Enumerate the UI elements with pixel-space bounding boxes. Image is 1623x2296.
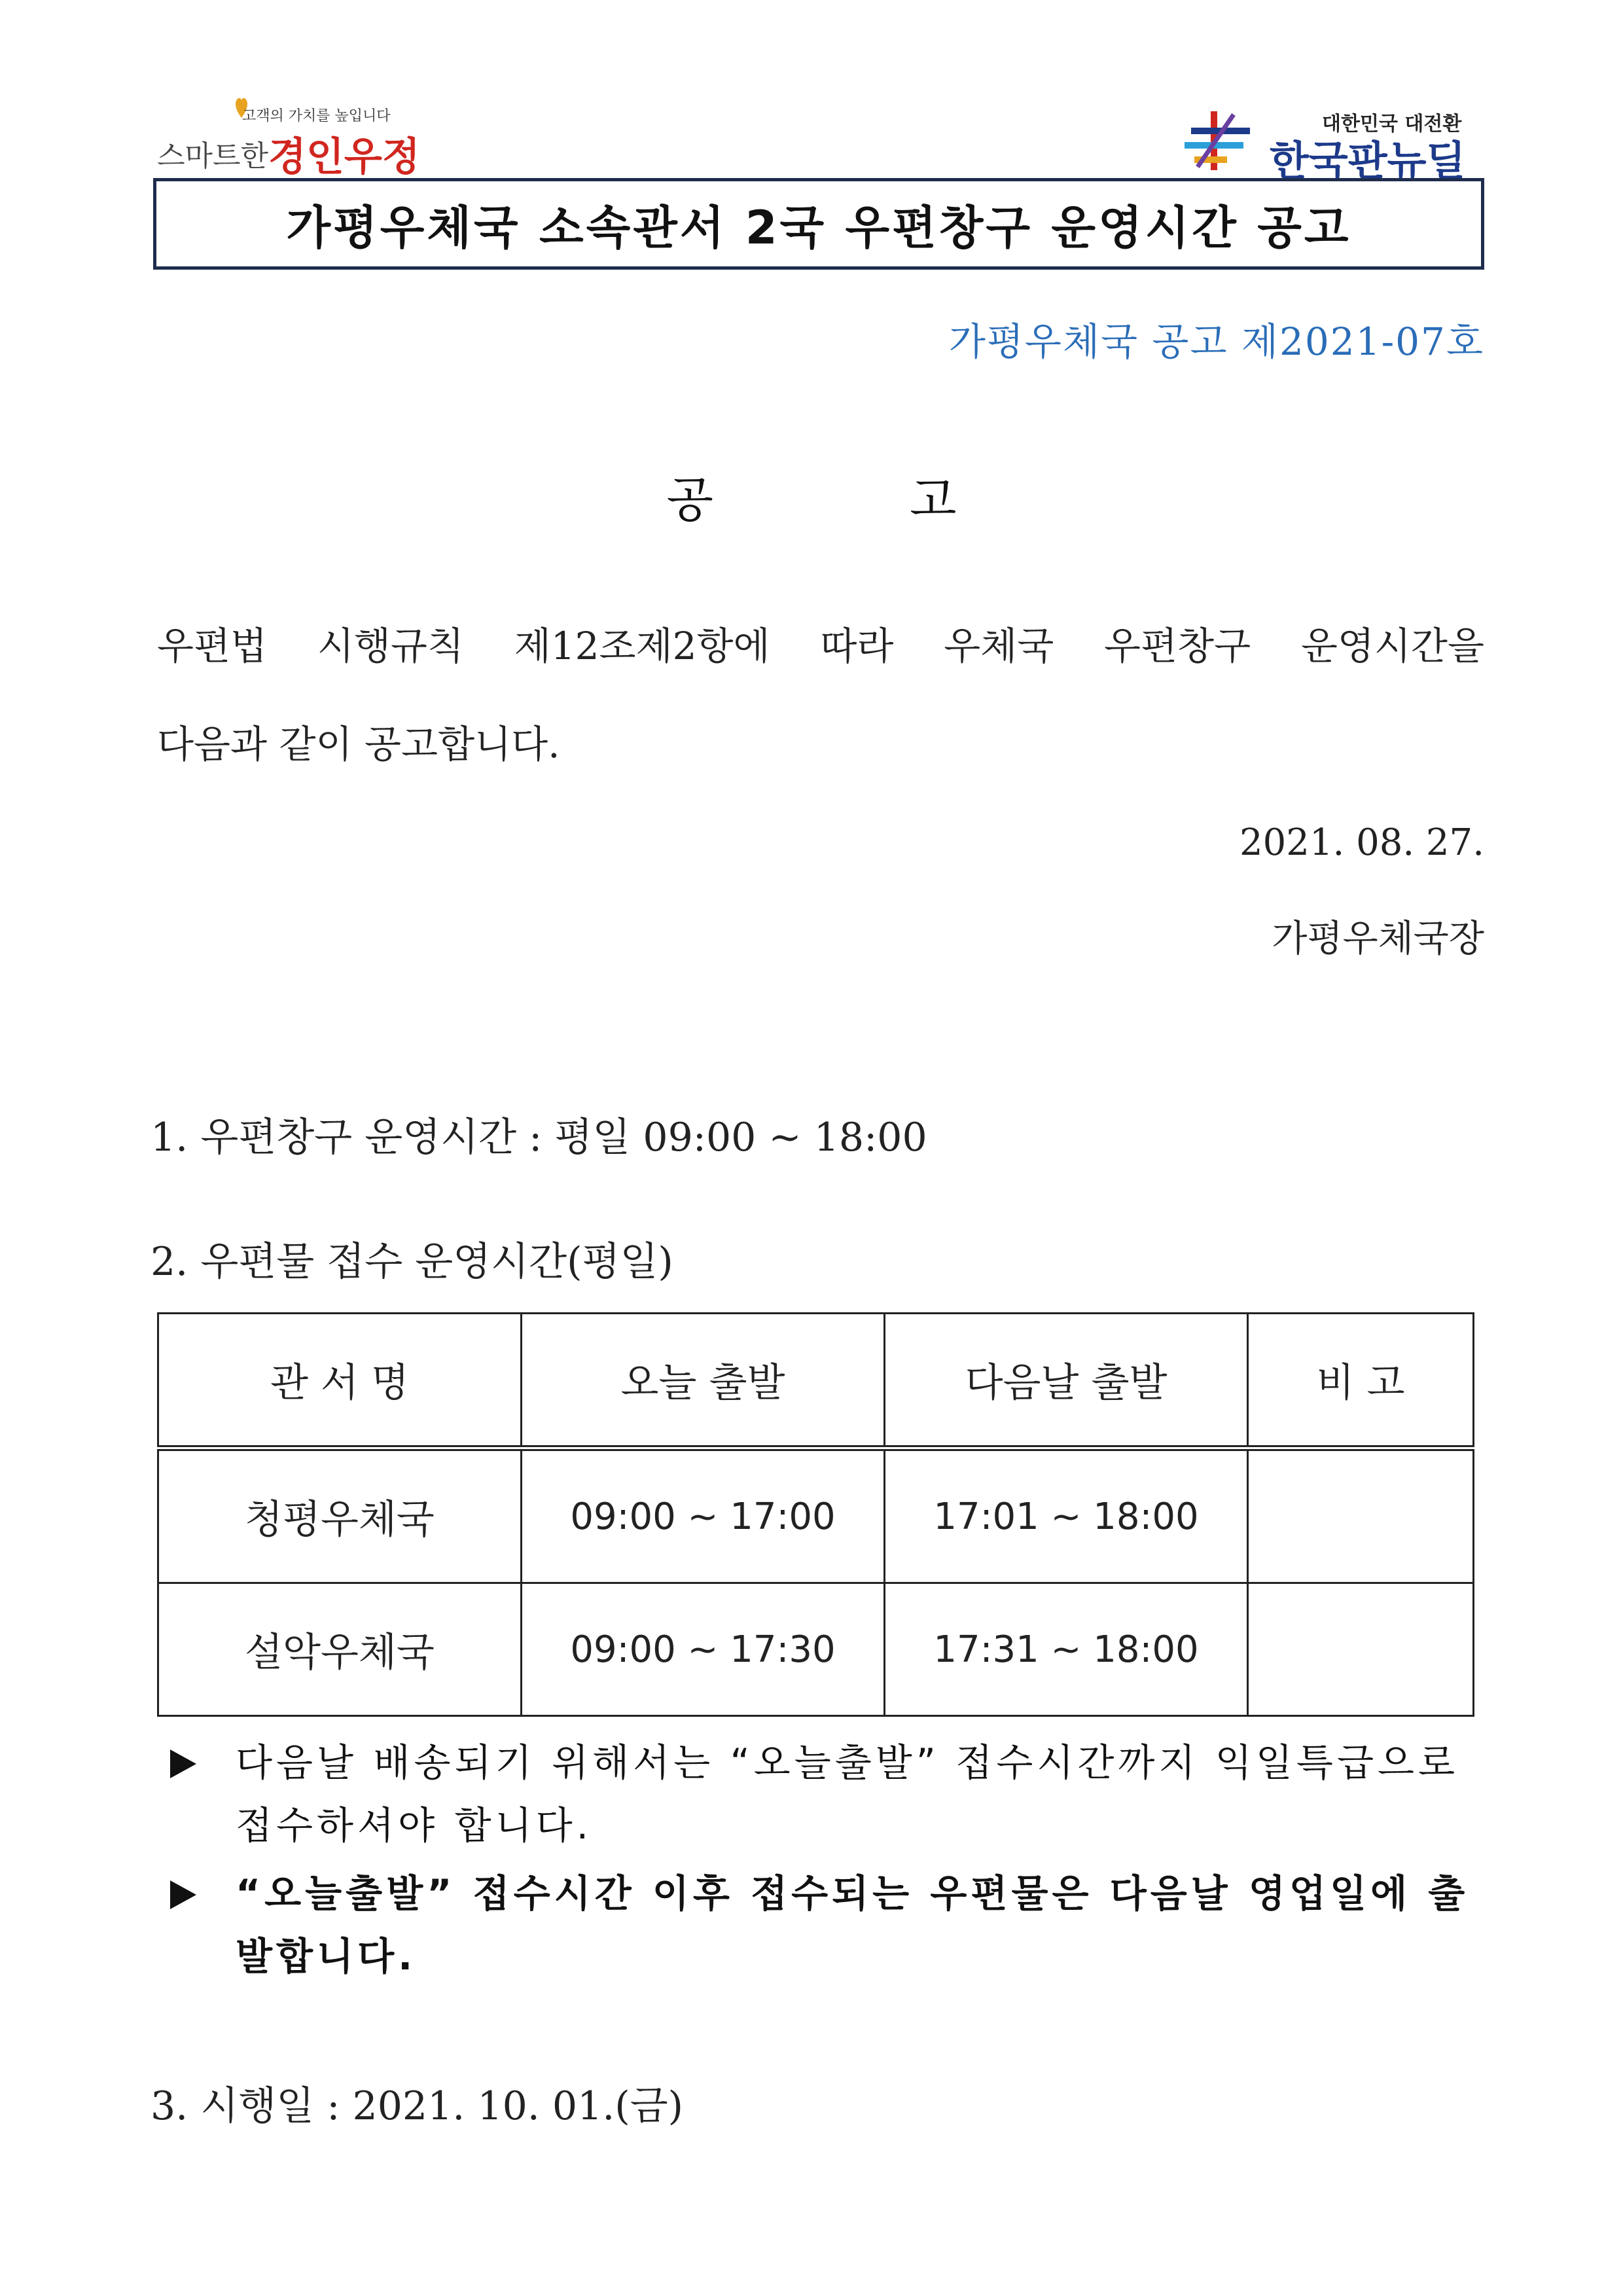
table-row [158, 1448, 1474, 1583]
left-logo-brand: 경인우정 [268, 134, 420, 180]
notice-number: 가평우체국 공고 제2021-07호 [948, 319, 1484, 364]
item-1-window-hours: 1. 우편창구 운영시간 : 평일 09:00 ~ 18:00 [151, 1115, 927, 1160]
schedule-table [157, 1312, 1474, 1717]
signer: 가평우체국장 [1272, 918, 1484, 960]
right-logo-tagline: 대한민국 대전환 [1322, 113, 1462, 135]
cell-office: 설악우체국 [158, 1583, 522, 1716]
table-header-row [158, 1314, 1474, 1448]
header-next: 다음날 출발 [885, 1314, 1248, 1448]
document-title: 가평우체국 소속관서 2국 우편창구 운영시간 공고 [153, 178, 1484, 270]
left-logo-prefix: 스마트한 [157, 139, 269, 173]
left-logo-tagline: 고객의 가치를 높입니다 [242, 108, 391, 124]
table-row [158, 1583, 1474, 1716]
cell-today: 09:00 ~ 17:30 [522, 1583, 885, 1716]
cell-next: 17:01 ~ 18:00 [885, 1448, 1248, 1583]
note-1 [170, 1731, 1479, 1857]
left-logo [157, 92, 432, 180]
notice-heading: 공고 [666, 472, 1153, 528]
item-3-effective-date: 3. 시행일 : 2021. 10. 01.(금) [151, 2083, 684, 2129]
right-logo [1178, 105, 1492, 183]
header-note: 비 고 [1248, 1314, 1474, 1448]
cell-today: 09:00 ~ 17:00 [522, 1448, 885, 1583]
note-1-text: 다음날 배송되기 위해서는 “오늘출발” 접수시간까지 익일특급으로 접수하셔야 합니다. [236, 1740, 1459, 1848]
cell-note [1248, 1448, 1474, 1583]
note-2-text: “오늘출발” 접수시간 이후 접수되는 우편물은 다음날 영업일에 출발합니다. [236, 1871, 1469, 1979]
triangle-bullet-icon [170, 1749, 196, 1778]
header-today: 오늘 출발 [522, 1314, 885, 1448]
triangle-bullet-icon [170, 1880, 196, 1909]
intro-line-1: 우편법 시행규칙 제12조제2항에 따라 우체국 우편창구 운영시간을 [157, 624, 1484, 668]
notice-date: 2021. 08. 27. [1239, 821, 1484, 864]
new-deal-mark-icon [1178, 105, 1263, 177]
intro-line-2: 다음과 같이 공고합니다. [157, 722, 560, 766]
note-2 [170, 1862, 1479, 1988]
cell-office: 청평우체국 [158, 1448, 522, 1583]
header-office: 관 서 명 [158, 1314, 522, 1448]
item-2-reception-hours: 2. 우편물 접수 운영시간(평일) [151, 1239, 673, 1285]
right-logo-brand: 한국판뉴딜 [1270, 137, 1466, 185]
cell-next: 17:31 ~ 18:00 [885, 1583, 1248, 1716]
cell-note [1248, 1583, 1474, 1716]
